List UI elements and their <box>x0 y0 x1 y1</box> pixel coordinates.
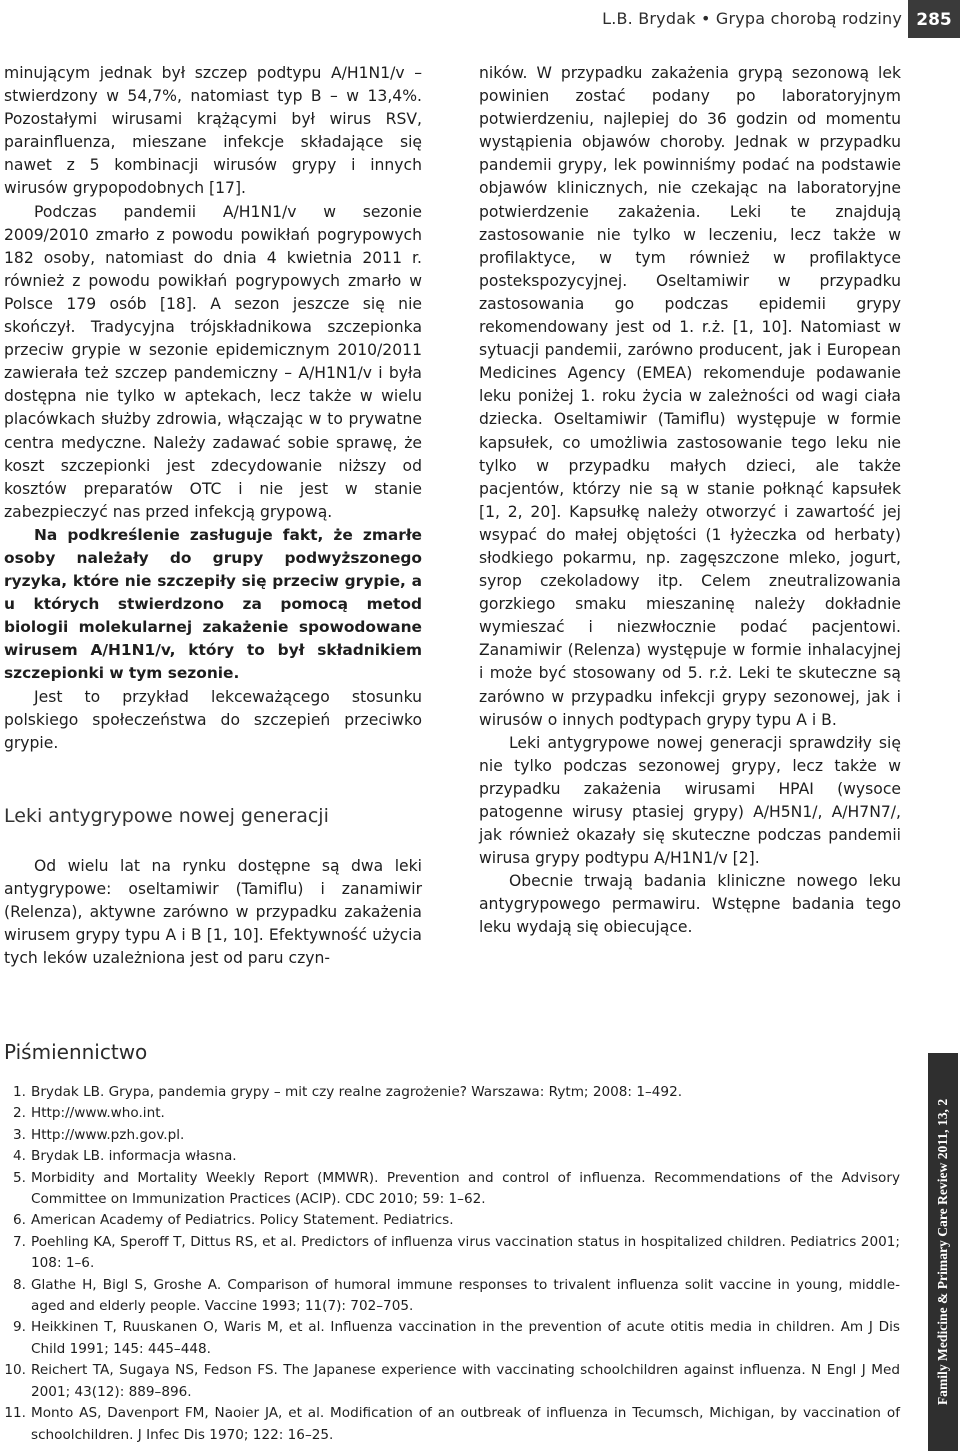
reference-text: American Academy of Pediatrics. Policy Statement. Pediatrics. <box>31 1212 454 1229</box>
paragraph: Obecnie trwają badania kliniczne nowego leku antygrypowego permawiru. Wstępne badania tego leku wydają się obiecujące. <box>479 872 901 937</box>
paragraph: Od wielu lat na rynku dostępne są dwa leki antygrypowe: oseltamiwir (Tamiflu) i zanamiwir (Relenza), aktywne zarówno w przypadku zakażenia wirusem grypy typu A i B [1, 10]. Efektywność użycia tych leków uzależniona jest od paru czyn- <box>4 856 422 968</box>
reference-text: Poehling KA, Speroff T, Dittus RS, et al. Predictors of influenza virus vaccination status in hospitalized children. Pediatrics 2001; 108: 1–6. <box>31 1233 900 1272</box>
reference-item <box>0 1103 900 1124</box>
reference-number: 3. <box>13 1126 26 1143</box>
references-title: Piśmiennictwo <box>4 1040 148 1064</box>
reference-number: 10. <box>4 1362 26 1379</box>
reference-link[interactable]: Http://www.who.int. <box>31 1105 165 1122</box>
reference-text: Brydak LB. informacja własna. <box>31 1148 237 1165</box>
references-list <box>0 1082 900 1446</box>
paragraph: Leki antygrypowe nowej generacji sprawdziły się nie tylko podczas sezonowej grypy, lecz także w przypadku zakażenia wirusami HPAI (wysoce patogenne wirusy ptasiej grypy) A/H5N1/, A/H7N7/, jak również okazały się skuteczne podczas pandemii wirusa grypy podtypu A/H1N1/v [2]. <box>479 733 901 868</box>
reference-item <box>0 1275 900 1318</box>
right-column <box>479 62 901 940</box>
running-title: L.B. Brydak • Grypa chorobą rodziny <box>602 9 902 28</box>
reference-item <box>0 1146 900 1167</box>
paragraph: Podczas pandemii A/H1N1/v w sezonie 2009/2010 zmarło z powodu powikłań pogrypowych 182 osoby, natomiast do dnia 4 kwietnia 2011 r. również z powodu powikłań pogrypowych zmarło w Polsce 179 osób [18]. A sezon jeszcze się nie skończył. Tradycyjna trójskładnikowa szczepionka przeciw grypie w sezonie epidemicznym 2010/2011 zawierała też szczep pandemiczny – A/H1N1/v i była dostępna nie tylko w aptekach, lecz także w wielu placówkach służby zdrowia, włączając w to prywatne centra medyczne. Należy zadawać sobie sprawę, że koszt szczepionki jest zdecydowanie niższy od kosztów preparatów OTC i nie jest w stanie zabezpieczyć nas przed infekcją grypową. <box>4 202 422 521</box>
reference-text: Glathe H, Bigl S, Groshe A. Comparison of humoral immune responses to trivalent influenza solit vaccine in young, middle-aged and elderly people. Vaccine 1993; 11(7): 702–705. <box>31 1276 900 1315</box>
reference-item <box>0 1168 900 1211</box>
reference-item <box>0 1232 900 1275</box>
reference-link[interactable]: Http://www.pzh.gov.pl. <box>31 1126 185 1143</box>
reference-text: Morbidity and Mortality Weekly Report (MMWR). Prevention and control of influenza. Recommendations of the Advisory Committee on Immunization Practices (ACIP). CDC 2010; 59: 1–62. <box>31 1169 900 1208</box>
paragraph: ników. W przypadku zakażenia grypą sezonową lek powinien zostać podany po laboratoryjnym potwierdzeniu, najlepiej do 36 godzin od momentu wystąpienia objawów choroby. Jednak w przypadku pandemii grypy, lek powinniśmy podać na podstawie objawów klinicznych, nie czekając na laboratoryjne potwierdzenie zakażenia. Leki te znajdują zastosowanie nie tylko w leczeniu, lecz także w profilaktyce, w tym również w profilaktyce postekspozycyjnej. Oseltamiwir w przypadku zastosowania go podczas epidemii grypy rekomendowany jest od 1. r.ż. [1, 10]. Natomiast w sytuacji pandemii, zarówno producent, jak i European Medicines Agency (EMEA) rekomenduje podawanie leku poniżej 1. roku życia w zależności od wagi ciała dziecka. Oseltamiwir (Tamiflu) występuje w formie kapsułek, co umożliwia zastosowanie tego leku nie tylko w przypadku małych dzieci, ale także pacjentów, którzy nie są w stanie połknąć kapsułek [1, 2, 20]. Kapsułkę należy otworzyć i zawartość jej wsypać do małej objętości (1 łyżeczka od herbaty) słodkiego pokarmu, np. zagęszczone mleko, jogurt, syrop czekoladowy itp. Celem zneutralizowania gorzkiego smaku mieszaninę należy dokładnie wymieszać i niezwłocznie podać pacjentowi. Zanamiwir (Relenza) występuje w formie inhalacyjnej i może być stosowany od 5. r.ż. Leki te skuteczne są zarówno w przypadku infekcji grypy sezonowej, jak i wirusów o innych podtypach grypy typu A i B. <box>479 64 901 729</box>
reference-item <box>0 1210 900 1231</box>
journal-side-banner <box>928 1053 958 1451</box>
reference-number: 11. <box>4 1405 26 1422</box>
reference-text: Reichert TA, Sugaya NS, Fedson FS. The Japanese experience with vaccinating schoolchildren against influenza. N Engl J Med 2001; 43(12): 889–896. <box>31 1362 900 1400</box>
page-number: 285 <box>908 0 960 38</box>
reference-text: Monto AS, Davenport FM, Naoier JA, et al. Modification of an outbreak of influenza in Tecumsch, Michigan, by vaccination of schoolchildren. J Infec Dis 1970; 122: 16–25. <box>31 1405 900 1443</box>
reference-item <box>0 1403 900 1446</box>
reference-text: Heikkinen T, Ruuskanen O, Waris M, et al. Influenza vaccination in the prevention of acute otitis media in children. Am J Dis Child 1991; 145: 445–448. <box>31 1319 900 1357</box>
reference-number: 6. <box>13 1212 26 1229</box>
reference-number: 7. <box>13 1233 26 1250</box>
reference-item <box>0 1317 900 1360</box>
reference-item <box>0 1125 900 1146</box>
emphasis-paragraph: Na podkreślenie zasługuje fakt, że zmarłe osoby należały do grupy podwyższonego ryzyka, które nie szczepiły się przeciw grypie, a u których stwierdzono za pomocą metod biologii molekularnej zakażenie spowodowane wirusem A/H1N1/v, który to był składnikiem szczepionki w tym sezonie. <box>4 525 422 683</box>
journal-name: Family Medicine & Primary Care Review 2011, 13, 2 <box>935 1098 950 1406</box>
reference-item <box>0 1360 900 1403</box>
reference-number: 8. <box>13 1276 26 1293</box>
reference-number: 1. <box>13 1084 26 1100</box>
reference-number: 4. <box>13 1148 26 1165</box>
reference-number: 2. <box>13 1105 26 1122</box>
running-header <box>560 0 960 38</box>
reference-number: 9. <box>13 1319 26 1336</box>
section-heading: Leki antygrypowe nowej generacji <box>4 804 329 827</box>
paragraph: Jest to przykład lekceważącego stosunku polskiego społeczeństwa do szczepień przeciwko grypie. <box>4 687 422 752</box>
paragraph: minującym jednak był szczep podtypu A/H1N1/v – stwierdzony w 54,7%, natomiast typ B – w 13,4%. Pozostałymi wirusami krążącymi był wirus RSV, parainfluenza, mieszane infekcje składające się nawet z 5 kombinacji wirusów grypy i innych wirusów grypopodobnych [17]. <box>4 64 422 198</box>
left-column <box>4 62 422 970</box>
reference-number: 5. <box>13 1169 26 1186</box>
reference-item <box>0 1082 900 1103</box>
reference-text: Brydak LB. Grypa, pandemia grypy – mit czy realne zagrożenie? Warszawa: Rytm; 2008: 1–492. <box>31 1084 683 1100</box>
